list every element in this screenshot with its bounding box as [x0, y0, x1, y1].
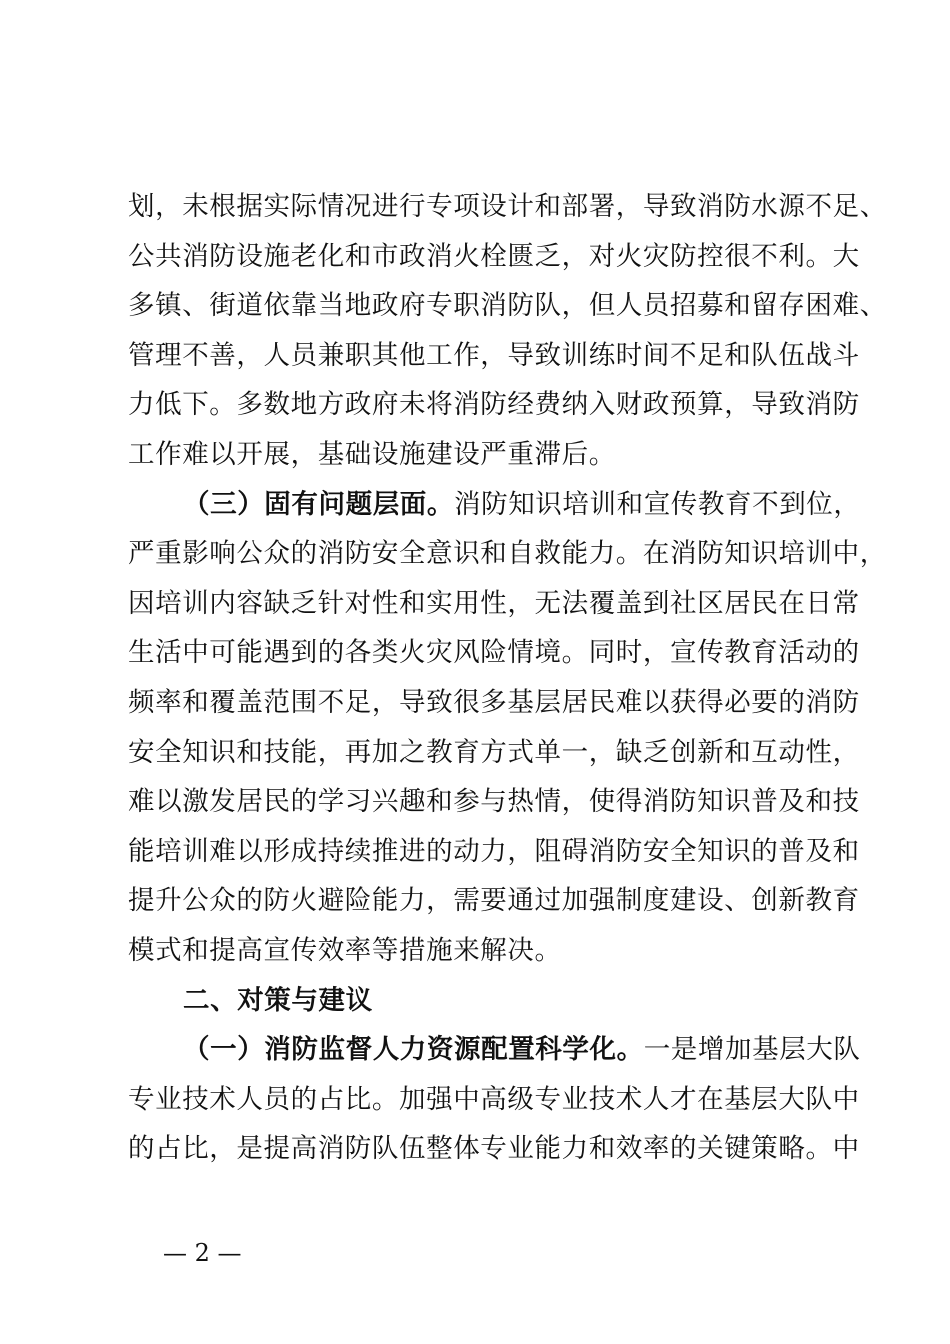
text-line: 公共消防设施老化和市政消火栓匮乏，对火灾防控很不利。大 — [128, 240, 860, 272]
text-line: 难以激发居民的学习兴趣和参与热情，使得消防知识普及和技 — [128, 786, 860, 818]
paragraph-heading: （三）固有问题层面。 — [183, 488, 454, 520]
text-line: 频率和覆盖范围不足，导致很多基层居民难以获得必要的消防 — [128, 686, 860, 718]
text-line: 专业技术人员的占比。加强中高级专业技术人才在基层大队中 — [128, 1083, 860, 1115]
paragraph-staffing — [128, 1025, 863, 1174]
paragraph-inherent-problems — [128, 480, 887, 976]
paragraph-text: 消防知识培训和宣传教育不到位， — [454, 488, 861, 520]
text-line: 的占比，是提高消防队伍整体专业能力和效率的关键策略。中 — [128, 1133, 860, 1165]
text-line — [128, 1025, 863, 1075]
text-line: 因培训内容缺乏针对性和实用性，无法覆盖到社区居民在日常 — [128, 587, 860, 619]
text-line — [128, 480, 863, 530]
paragraph-continuation — [128, 182, 887, 480]
text-line: 提升公众的防火避险能力，需要通过加强制度建设、创新教育 — [128, 885, 860, 917]
paragraph-heading: （一）消防监督人力资源配置科学化。 — [183, 1034, 644, 1066]
body-text — [128, 182, 887, 1174]
text-line: 模式和提高宣传效率等措施来解决。 — [128, 934, 562, 966]
text-line: 力低下。多数地方政府未将消防经费纳入财政预算，导致消防 — [128, 389, 860, 421]
text-line: 工作难以开展，基础设施建设严重滞后。 — [128, 438, 616, 470]
text-line: 管理不善，人员兼职其他工作，导致训练时间不足和队伍战斗 — [128, 339, 860, 371]
text-line: 严重影响公众的消防安全意识和自救能力。在消防知识培训中， — [128, 538, 887, 570]
text-line: 能培训难以形成持续推进的动力，阻碍消防安全知识的普及和 — [128, 835, 860, 867]
page-number: — 2 — — [163, 1239, 242, 1267]
text-line: 划，未根据实际情况进行专项设计和部署，导致消防水源不足、 — [128, 191, 887, 222]
section-heading: 二、对策与建议 — [183, 984, 373, 1016]
text-line: 生活中可能遇到的各类火灾风险情境。同时，宣传教育活动的 — [128, 637, 860, 669]
text-line: 多镇、街道依靠当地政府专职消防队，但人员招募和留存困难、 — [128, 290, 887, 322]
text-line: 安全知识和技能，再加之教育方式单一，缺乏创新和互动性， — [128, 736, 860, 768]
paragraph-text: 一是增加基层大队 — [643, 1034, 861, 1066]
